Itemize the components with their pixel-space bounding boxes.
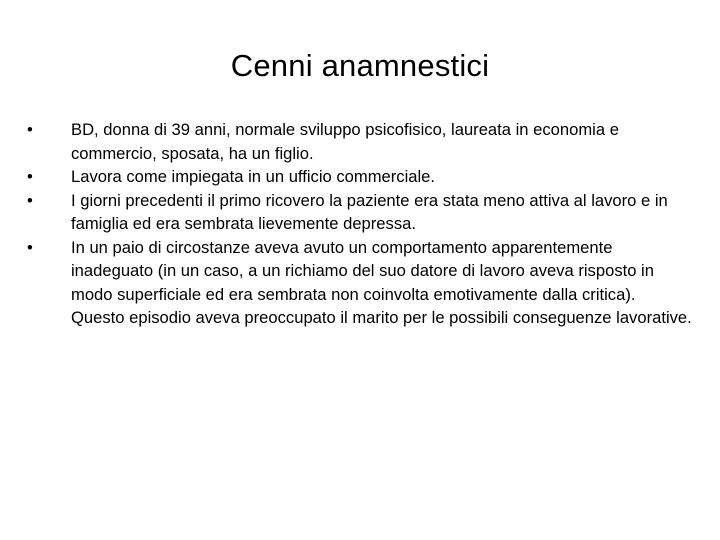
- bullet-marker: •: [27, 190, 33, 210]
- slide-title: Cenni anamnestici: [230, 48, 490, 83]
- bullet-text: Lavora come impiegata in un ufficio commerciale.: [71, 167, 436, 186]
- bullet-text: In un paio di circostanze aveva avuto un comportamento apparentemente inadeguato (in un caso, a un richiamo del suo datore di lavoro aveva risposto in modo superficiale ed era sembrata non coinvolta emotivamente dalla critica). Questo episodio aveva preoccupato il marito per le possibili conseguenze lavorative.: [71, 237, 692, 327]
- bullet-marker: •: [27, 167, 33, 186]
- bullet-item: [27, 189, 692, 236]
- bullet-item: [27, 236, 692, 330]
- bullet-marker: •: [27, 237, 33, 257]
- bullet-item: [27, 165, 692, 189]
- bullet-item: [27, 118, 692, 165]
- bullet-text: I giorni precedenti il primo ricovero la paziente era stata meno attiva al lavoro e in famiglia ed era sembrata lievemente depressa.: [71, 190, 668, 233]
- bullet-marker: •: [27, 120, 33, 139]
- bullet-list: [27, 118, 692, 330]
- bullet-text: BD, donna di 39 anni, normale sviluppo psicofisico, laureata in economia e commercio, sposata, ha un figlio.: [71, 120, 619, 163]
